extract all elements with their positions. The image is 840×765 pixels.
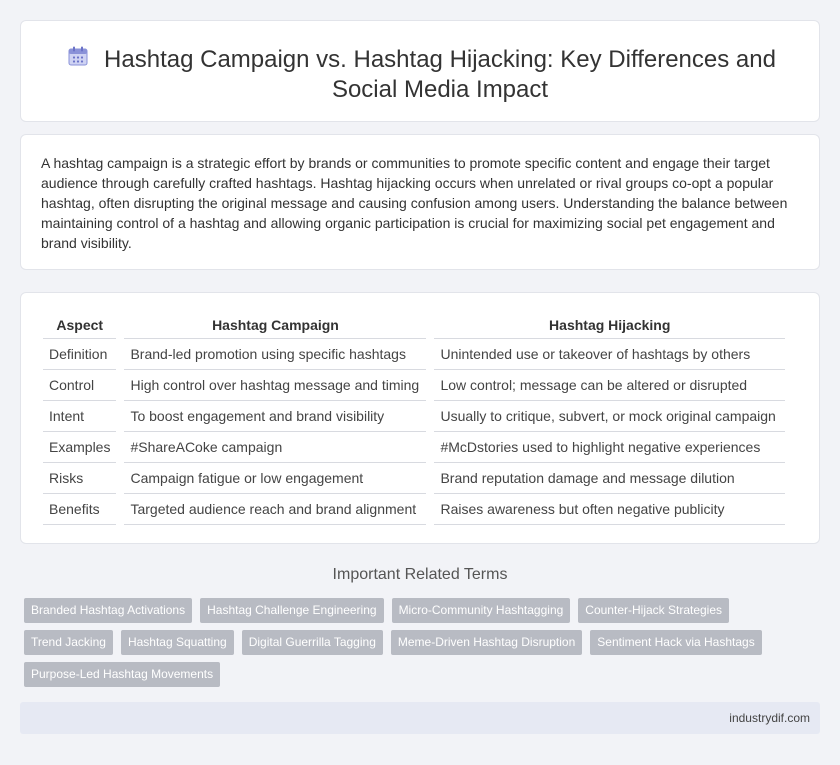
- table-cell: High control over hashtag message and timing: [120, 369, 430, 400]
- table-cell: Intent: [43, 400, 120, 431]
- table-header-hijacking: Hashtag Hijacking: [430, 313, 785, 338]
- table-header-aspect: Aspect: [43, 313, 120, 338]
- table-row: [43, 369, 785, 400]
- related-term-tag[interactable]: Digital Guerrilla Tagging: [242, 630, 383, 655]
- related-term-tag[interactable]: Sentiment Hack via Hashtags: [590, 630, 761, 655]
- table-header-row: [43, 313, 785, 338]
- table-row: [43, 431, 785, 462]
- table-cell: Brand reputation damage and message dilution: [430, 462, 785, 493]
- table-row: [43, 338, 785, 369]
- footer-site-link[interactable]: industrydif.com: [729, 711, 810, 725]
- table-row: [43, 493, 785, 524]
- comparison-card: [20, 292, 820, 544]
- table-cell: #McDstories used to highlight negative experiences: [430, 431, 785, 462]
- table-cell: Raises awareness but often negative publicity: [430, 493, 785, 524]
- table-cell: Control: [43, 369, 120, 400]
- related-terms-title: Important Related Terms: [332, 566, 508, 583]
- table-cell: Definition: [43, 338, 120, 369]
- table-cell: To boost engagement and brand visibility: [120, 400, 430, 431]
- intro-card: [20, 134, 820, 270]
- table-header-campaign: Hashtag Campaign: [120, 313, 430, 338]
- comparison-table: [43, 313, 785, 525]
- page-title: Hashtag Campaign vs. Hashtag Hijacking: Key Differences and Social Media Impact: [104, 46, 776, 103]
- related-term-tag[interactable]: Hashtag Challenge Engineering: [200, 598, 383, 623]
- related-term-tag[interactable]: Trend Jacking: [24, 630, 113, 655]
- related-term-tag[interactable]: Purpose-Led Hashtag Movements: [24, 662, 220, 687]
- intro-paragraph: A hashtag campaign is a strategic effort by brands or communities to promote specific content and engage their target audience through carefully crafted hashtags. Hashtag hijacking occurs when unrelated or rival groups co-opt a popular hashtag, often disrupting the original message and causing confusion among users. Understanding the balance between maintaining control of a hashtag and allowing organic participation is crucial for maximizing social pet engagement and brand visibility.: [41, 155, 788, 251]
- table-cell: Targeted audience reach and brand alignment: [120, 493, 430, 524]
- related-term-tag[interactable]: Micro-Community Hashtagging: [392, 598, 571, 623]
- table-row: [43, 400, 785, 431]
- table-cell: Campaign fatigue or low engagement: [120, 462, 430, 493]
- table-cell: Benefits: [43, 493, 120, 524]
- table-cell: Usually to critique, subvert, or mock original campaign: [430, 400, 785, 431]
- related-terms-list: [24, 598, 784, 687]
- table-cell: Brand-led promotion using specific hashtags: [120, 338, 430, 369]
- related-term-tag[interactable]: Meme-Driven Hashtag Disruption: [391, 630, 582, 655]
- table-cell: #ShareACoke campaign: [120, 431, 430, 462]
- table-cell: Risks: [43, 462, 120, 493]
- table-row: [43, 462, 785, 493]
- related-term-tag[interactable]: Branded Hashtag Activations: [24, 598, 192, 623]
- related-term-tag[interactable]: Hashtag Squatting: [121, 630, 234, 655]
- table-cell: Examples: [43, 431, 120, 462]
- footer: [20, 702, 820, 734]
- table-cell: Unintended use or takeover of hashtags by others: [430, 338, 785, 369]
- title-card: [20, 20, 820, 122]
- related-term-tag[interactable]: Counter-Hijack Strategies: [578, 598, 729, 623]
- table-cell: Low control; message can be altered or disrupted: [430, 369, 785, 400]
